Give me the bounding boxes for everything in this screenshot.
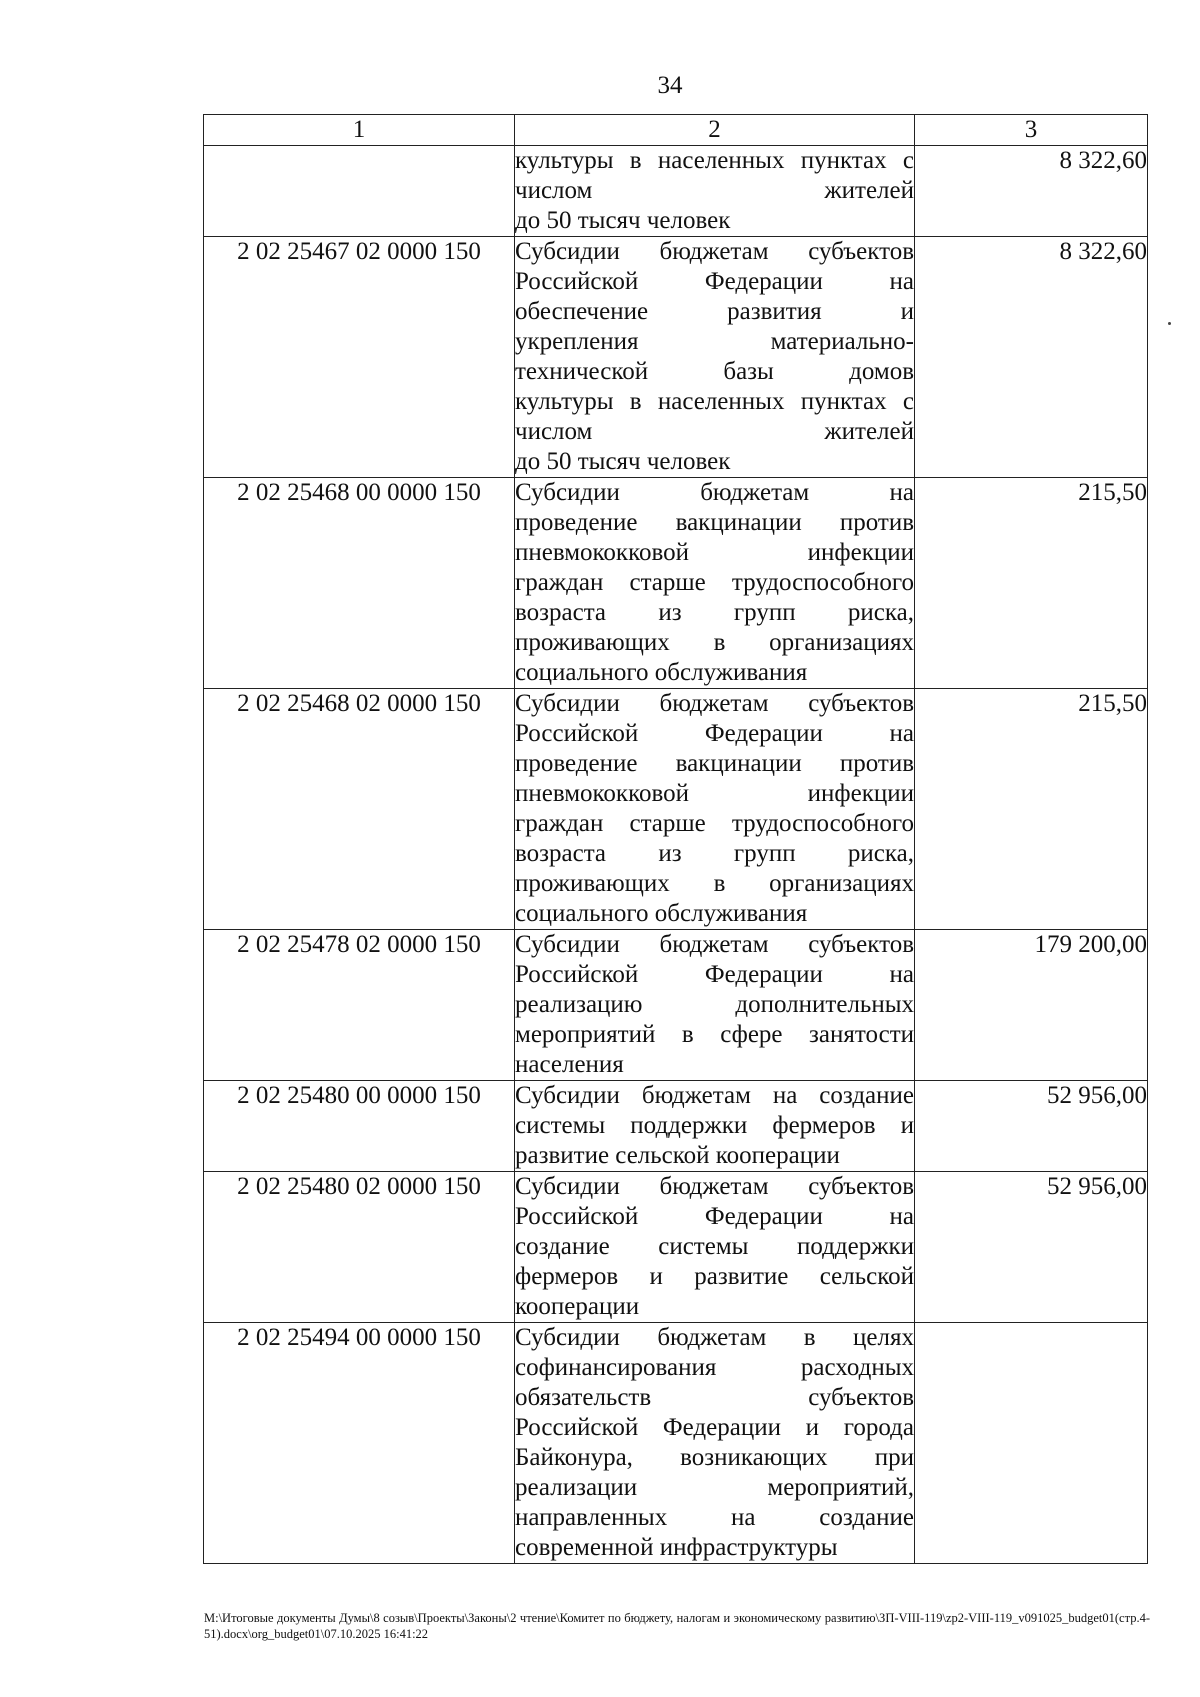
description-line: Субсидии бюджетам в целях: [515, 1324, 914, 1351]
budget-code: 2 02 25480 02 0000 150: [204, 1172, 515, 1323]
amount-value: 52 956,00: [915, 1172, 1148, 1323]
budget-table: [203, 114, 1148, 1564]
income-description: [515, 1172, 915, 1323]
description-line: Субсидии бюджетам на: [515, 479, 914, 506]
description-line: Российской Федерации и города: [515, 1414, 914, 1441]
table-header-row: [204, 115, 1148, 146]
description-line: Субсидии бюджетам субъектов: [515, 1173, 914, 1200]
description-line: проживающих в организациях: [515, 629, 914, 656]
table-row: [204, 146, 1148, 237]
description-line: числом жителей: [515, 418, 914, 445]
description-line: Байконура, возникающих при: [515, 1444, 914, 1471]
description-line: до 50 тысяч человек: [515, 207, 731, 234]
budget-code: 2 02 25467 02 0000 150: [204, 237, 515, 478]
income-description: [515, 1081, 915, 1172]
description-line: граждан старше трудоспособного: [515, 810, 914, 837]
table-row: [204, 237, 1148, 478]
description-line: проживающих в организациях: [515, 870, 914, 897]
table-body: [204, 146, 1148, 1564]
description-line: возраста из групп риска,: [515, 840, 914, 867]
description-line: социального обслуживания: [515, 659, 808, 686]
column-header-code: 1: [204, 115, 515, 146]
description-line: кооперации: [515, 1293, 640, 1320]
file-path-footer: M:\Итоговые документы Думы\8 созыв\Проекты\Законы\2 чтение\Комитет по бюджету, налогам и экономическому развитию\ЗП-VIII-119\zp2-VIII-119_v091025_budget01(стр.4-51).docx\org_budget01\07.10.2025 16:41:22: [204, 1611, 1150, 1641]
column-header-description: 2: [515, 115, 915, 146]
description-line: обязательств субъектов: [515, 1384, 914, 1411]
description-line: проведение вакцинации против: [515, 750, 914, 777]
description-line: Субсидии бюджетам субъектов: [515, 931, 914, 958]
description-line: культуры в населенных пунктах с: [515, 147, 914, 174]
budget-code: 2 02 25468 00 0000 150: [204, 478, 515, 689]
description-line: Российской Федерации на: [515, 961, 914, 988]
description-line: Российской Федерации на: [515, 1203, 914, 1230]
description-line: Российской Федерации на: [515, 268, 914, 295]
description-line: мероприятий в сфере занятости: [515, 1021, 914, 1048]
income-description: [515, 1323, 915, 1564]
description-line: обеспечение развития и: [515, 298, 914, 325]
description-line: софинансирования расходных: [515, 1354, 914, 1381]
description-line: современной инфраструктуры: [515, 1534, 838, 1561]
description-line: укрепления материально-: [515, 328, 914, 355]
description-line: создание системы поддержки: [515, 1233, 914, 1260]
table-row: [204, 689, 1148, 930]
budget-code: [204, 146, 515, 237]
budget-code: 2 02 25494 00 0000 150: [204, 1323, 515, 1564]
description-line: населения: [515, 1051, 624, 1078]
table-row: [204, 930, 1148, 1081]
page-number: 34: [657, 72, 683, 99]
description-line: социального обслуживания: [515, 900, 808, 927]
table-row: [204, 478, 1148, 689]
description-line: Субсидии бюджетам субъектов: [515, 690, 914, 717]
amount-value: 215,50: [915, 689, 1148, 930]
description-line: Субсидии бюджетам субъектов: [515, 238, 914, 265]
amount-value: 8 322,60: [915, 146, 1148, 237]
description-line: развитие сельской кооперации: [515, 1142, 840, 1169]
description-line: возраста из групп риска,: [515, 599, 914, 626]
amount-value: 8 322,60: [915, 237, 1148, 478]
scan-speck: [1168, 322, 1171, 325]
amount-value: [915, 1323, 1148, 1564]
amount-value: 179 200,00: [915, 930, 1148, 1081]
budget-code: 2 02 25468 02 0000 150: [204, 689, 515, 930]
description-line: реализации мероприятий,: [515, 1474, 914, 1501]
description-line: фермеров и развитие сельской: [515, 1263, 914, 1290]
income-description: [515, 930, 915, 1081]
description-line: числом жителей: [515, 177, 914, 204]
description-line: до 50 тысяч человек: [515, 448, 731, 475]
amount-value: 52 956,00: [915, 1081, 1148, 1172]
description-line: технической базы домов: [515, 358, 914, 385]
description-line: реализацию дополнительных: [515, 991, 914, 1018]
income-description: [515, 237, 915, 478]
description-line: пневмококковой инфекции: [515, 539, 914, 566]
amount-value: 215,50: [915, 478, 1148, 689]
description-line: системы поддержки фермеров и: [515, 1112, 914, 1139]
budget-code: 2 02 25478 02 0000 150: [204, 930, 515, 1081]
income-description: [515, 478, 915, 689]
budget-code: 2 02 25480 00 0000 150: [204, 1081, 515, 1172]
table-row: [204, 1081, 1148, 1172]
income-description: [515, 146, 915, 237]
description-line: культуры в населенных пунктах с: [515, 388, 914, 415]
column-header-amount: 3: [915, 115, 1148, 146]
description-line: Субсидии бюджетам на создание: [515, 1082, 914, 1109]
description-line: Российской Федерации на: [515, 720, 914, 747]
table-row: [204, 1323, 1148, 1564]
income-description: [515, 689, 915, 930]
description-line: пневмококковой инфекции: [515, 780, 914, 807]
table-row: [204, 1172, 1148, 1323]
description-line: направленных на создание: [515, 1504, 914, 1531]
description-line: проведение вакцинации против: [515, 509, 914, 536]
description-line: граждан старше трудоспособного: [515, 569, 914, 596]
